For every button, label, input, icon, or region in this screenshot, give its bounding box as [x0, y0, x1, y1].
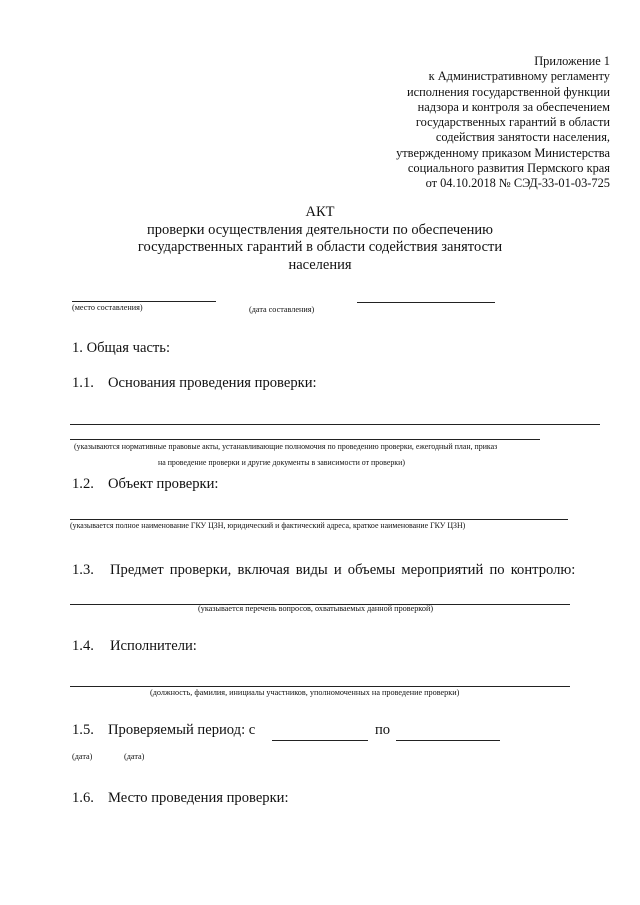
appendix-line: утвержденному приказом Министерства [396, 145, 610, 160]
grounds-hint-line-1: (указываются нормативные правовые акты, устанавливающие полномочия по проведению проверки, ежегодный план, приказ [74, 442, 498, 451]
period-from-field-line[interactable] [272, 740, 368, 741]
section-number: 1.2. [72, 476, 94, 492]
section-label: Место проведения проверки: [108, 790, 289, 806]
period-to-field-line[interactable] [396, 740, 500, 741]
place-field-line[interactable] [72, 301, 216, 302]
title-line: населения [288, 256, 352, 273]
period-to-label: по [375, 722, 391, 738]
date-field-line[interactable] [357, 302, 495, 303]
period-date-caption-2: (дата) [124, 752, 145, 761]
section-number: 1.3. [72, 562, 94, 578]
section-number: 1.1. [72, 375, 94, 391]
place-caption: (место составления) [72, 303, 143, 312]
section-1-5-heading [72, 722, 255, 739]
section-number: 1.4. [72, 638, 94, 654]
section-number: 1.6. [72, 790, 94, 806]
section-number: 1.5. [72, 722, 94, 738]
appendix-line: к Административному регламенту [428, 69, 610, 84]
title-line: проверки осуществления деятельности по обеспечению [147, 221, 493, 238]
general-part-heading: 1. Общая часть: [72, 340, 171, 356]
title-heading: АКТ [305, 204, 335, 220]
appendix-line: исполнения государственной функции [406, 84, 610, 99]
appendix-line: содействия занятости населения, [435, 130, 610, 145]
object-field-line[interactable] [70, 519, 568, 520]
section-1-2-heading [72, 476, 219, 493]
period-date-caption-1: (дата) [72, 752, 93, 761]
grounds-hint-line-2: на проведение проверки и другие документы в зависимости от проверки) [158, 458, 405, 467]
object-hint: (указывается полное наименование ГКУ ЦЗН, юридический и фактический адреса, краткое наименование ГКУ ЦЗН) [70, 521, 466, 530]
section-1-6-heading [72, 790, 289, 807]
executors-hint: (должность, фамилия, инициалы участников, уполномоченных на проведение проверки) [150, 688, 460, 697]
executors-field-line[interactable] [70, 686, 570, 687]
section-label: Проверяемый период: с [108, 722, 256, 738]
document-title [0, 204, 640, 274]
date-caption: (дата составления) [249, 305, 315, 314]
section-label: Предмет проверки, включая виды и объемы мероприятий по контролю: [110, 562, 576, 578]
section-1-3-heading [72, 562, 575, 579]
section-label: Объект проверки: [108, 476, 219, 492]
appendix-line: от 04.10.2018 № СЭД-33-01-03-725 [425, 176, 610, 191]
section-label: Основания проведения проверки: [108, 375, 317, 391]
section-1-4-heading [72, 638, 197, 655]
grounds-field-line-2[interactable] [70, 439, 540, 440]
grounds-field-line[interactable] [70, 424, 600, 425]
appendix-line: надзора и контроля за обеспечением [417, 99, 610, 114]
appendix-line: государственных гарантий в области [415, 115, 610, 130]
appendix-block [396, 54, 610, 192]
appendix-line: социального развития Пермского края [407, 161, 610, 176]
title-line: государственных гарантий в области содействия занятости [137, 239, 503, 255]
section-1-1-heading [72, 375, 317, 392]
subject-hint: (указывается перечень вопросов, охватываемых данной проверкой) [198, 604, 434, 613]
appendix-line: Приложение 1 [534, 54, 610, 68]
section-label: Исполнители: [110, 638, 197, 654]
